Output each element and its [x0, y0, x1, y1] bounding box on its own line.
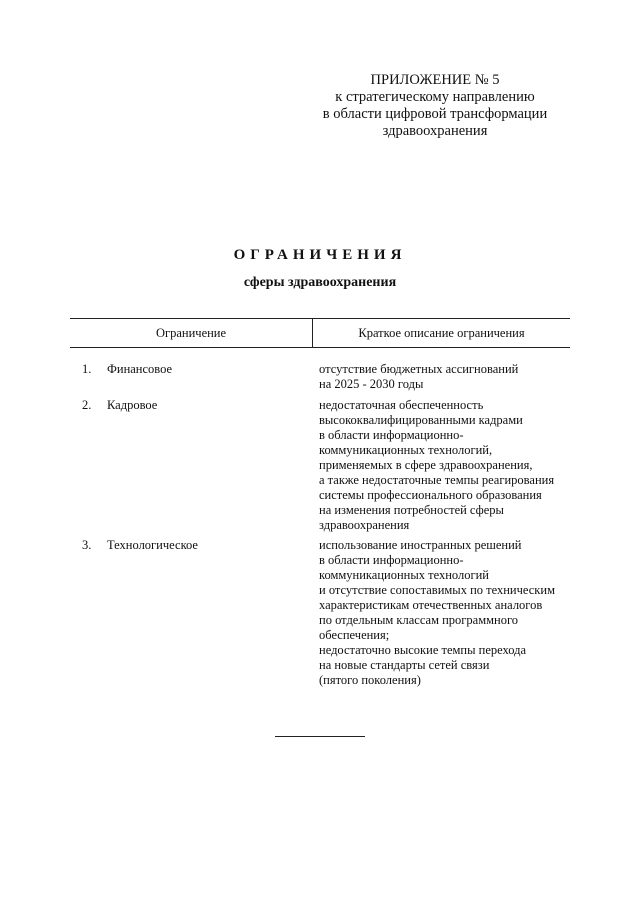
description-line: (пятого поколения) — [319, 673, 421, 687]
description-line: характеристикам отечественных аналогов — [319, 598, 543, 612]
description-line: а также недостаточные темпы реагирования — [319, 473, 555, 487]
row-description — [319, 362, 579, 392]
description-line: и отсутствие сопоставимых по техническим — [319, 583, 555, 597]
description-line: коммуникационных технологий, — [319, 443, 493, 457]
description-line: на новые стандарты сетей связи — [319, 658, 490, 672]
column-header-description: Краткое описание ограничения — [358, 326, 525, 340]
appendix-header-line: здравоохранения — [382, 123, 488, 139]
table-header — [70, 318, 570, 348]
row-description — [319, 538, 579, 688]
description-line: системы профессионального образования — [319, 488, 542, 502]
description-line: недостаточная обеспеченность — [319, 398, 484, 412]
appendix-header — [300, 72, 570, 140]
appendix-header-line: ПРИЛОЖЕНИЕ № 5 — [370, 72, 500, 88]
row-number: 2. — [82, 398, 92, 412]
row-restriction-name: Финансовое — [107, 362, 173, 376]
description-line: высококвалифицированными кадрами — [319, 413, 523, 427]
description-line: по отдельным классам программного — [319, 613, 519, 627]
description-line: на изменения потребностей сферы — [319, 503, 504, 517]
row-number: 1. — [82, 362, 92, 376]
description-line: использование иностранных решений — [319, 538, 522, 552]
row-restriction-name: Кадровое — [107, 398, 158, 412]
row-restriction-name: Технологическое — [107, 538, 198, 552]
appendix-header-line: к стратегическому направлению — [335, 89, 535, 105]
description-line: здравоохранения — [319, 518, 410, 532]
appendix-header-line: в области цифровой трансформации — [322, 106, 548, 122]
closing-rule — [275, 736, 365, 737]
column-header-restriction: Ограничение — [155, 326, 227, 340]
document-subtitle: сферы здравоохранения — [243, 275, 397, 290]
description-line: в области информационно- — [319, 553, 464, 567]
description-line: на 2025 - 2030 годы — [319, 377, 424, 391]
row-number: 3. — [82, 538, 92, 552]
description-line: обеспечения; — [319, 628, 390, 642]
document-title: ОГРАНИЧЕНИЯ — [233, 247, 407, 263]
description-line: в области информационно- — [319, 428, 464, 442]
description-line: коммуникационных технологий — [319, 568, 489, 582]
description-line: отсутствие бюджетных ассигнований — [319, 362, 519, 376]
description-line: применяемых в сфере здравоохранения, — [319, 458, 533, 472]
row-description — [319, 398, 579, 533]
description-line: недостаточно высокие темпы перехода — [319, 643, 527, 657]
